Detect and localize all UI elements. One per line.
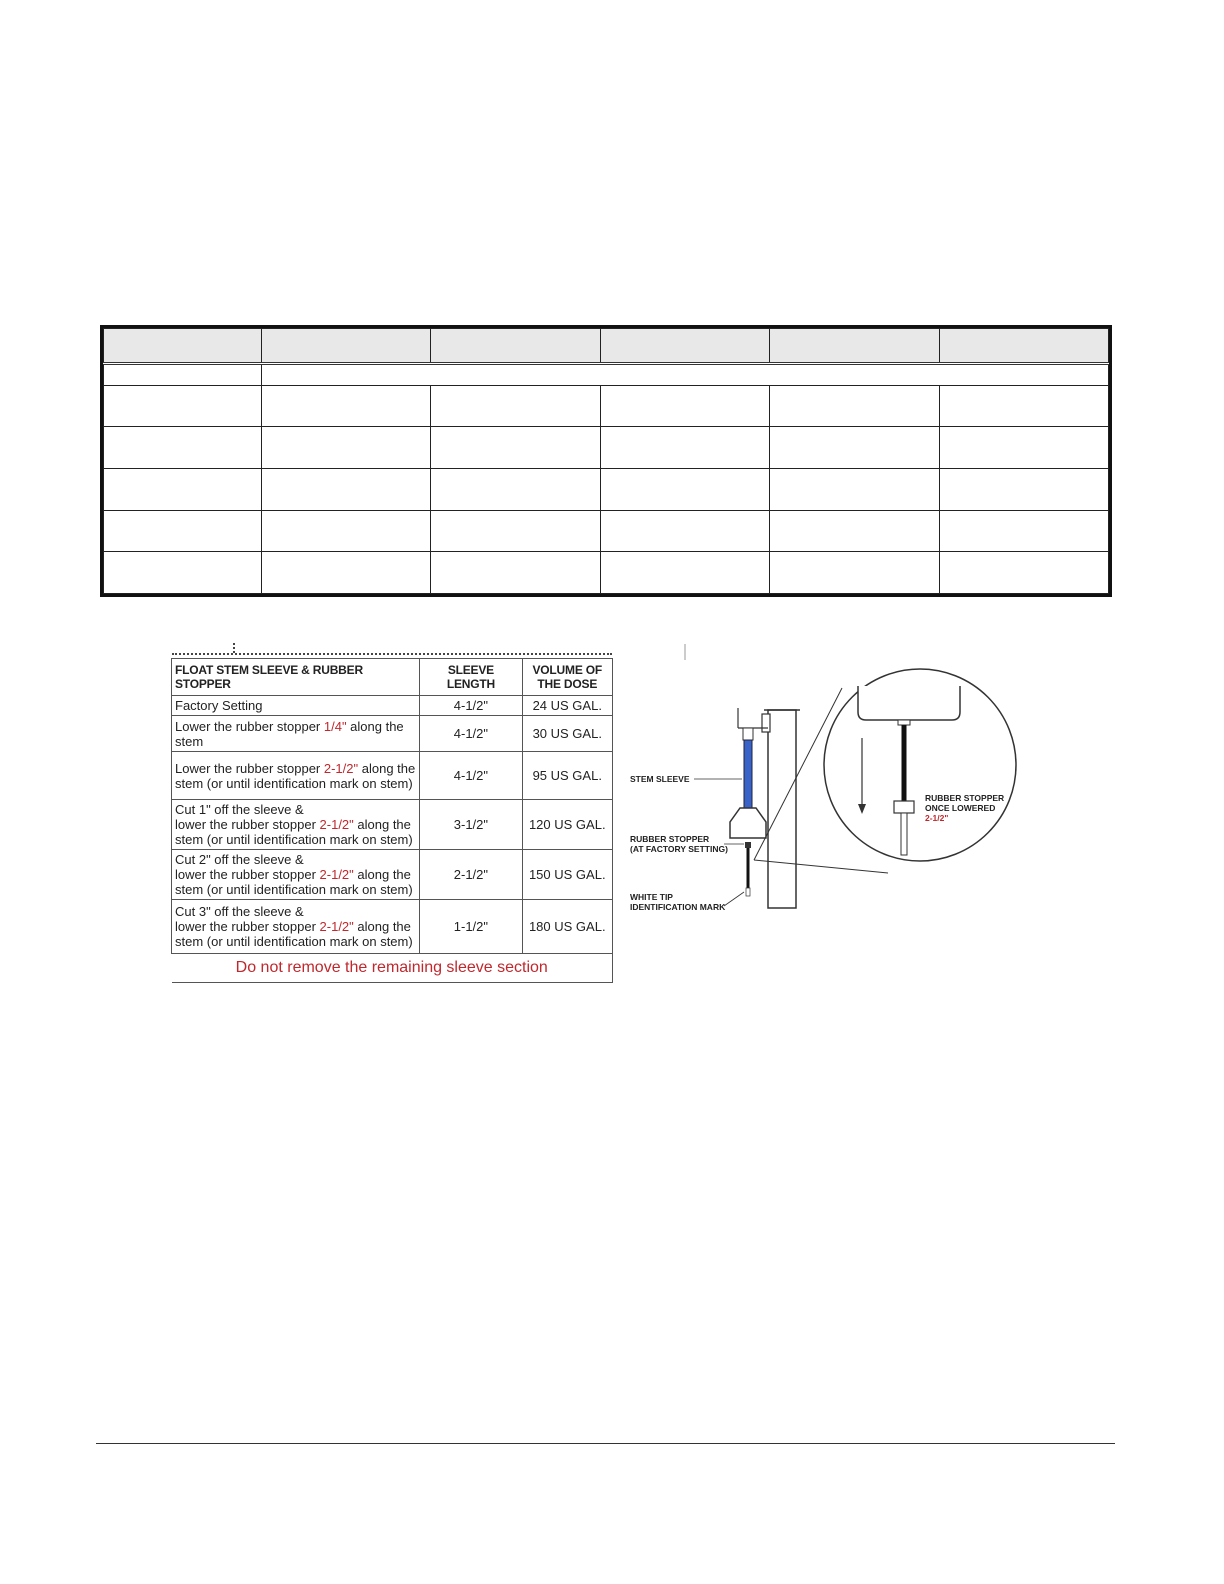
instruction-text: lower the rubber stopper	[175, 867, 320, 882]
instruction-text: lower the rubber stopper	[175, 817, 320, 832]
dotted-marker	[233, 643, 236, 653]
table-cell	[262, 385, 431, 427]
red-measure: 2-1/2"	[319, 817, 354, 832]
red-measure: 2-1/2"	[323, 760, 359, 776]
table-row	[104, 510, 1109, 552]
instruction-text: along the	[358, 760, 416, 776]
table-row	[172, 696, 613, 716]
instruction-text: Cut 3" off the sleeve &	[175, 904, 304, 919]
table-cell	[104, 329, 262, 364]
volume-cell: 180 US GAL.	[522, 900, 612, 954]
red-measure: 1/4"	[323, 718, 347, 734]
instruction-text: Lower the rubber stopper	[175, 718, 324, 734]
instruction-text: Cut 1" off the sleeve &	[175, 802, 304, 817]
table-cell	[104, 385, 262, 427]
table-cell	[770, 510, 939, 552]
label-stopper-lowered-1: RUBBER STOPPER	[925, 793, 1005, 803]
instruction-text: Lower the rubber stopper	[175, 760, 324, 776]
table-row	[104, 469, 1109, 511]
table-cell	[939, 469, 1108, 511]
header-stopper: FLOAT STEM SLEEVE & RUBBER STOPPER	[172, 659, 420, 696]
red-measure: 2-1/2"	[319, 867, 354, 882]
instruction-text: along the	[353, 867, 411, 882]
sleeve-fitting	[743, 728, 753, 740]
bracket	[762, 714, 770, 732]
table-cell	[770, 469, 939, 511]
table-cell	[262, 552, 431, 594]
instruction-text: along the	[346, 718, 404, 734]
label-rubber-stopper-2: (AT FACTORY SETTING)	[630, 844, 728, 854]
length-cell: 4-1/2"	[420, 752, 522, 800]
instruction-text: stem (or until identification mark on stem)	[175, 882, 413, 897]
volume-cell: 120 US GAL.	[522, 800, 612, 850]
volume-cell: 150 US GAL.	[522, 850, 612, 900]
table-cell	[104, 469, 262, 511]
table-cell	[104, 510, 262, 552]
instruction-text: stem (or until identification mark on stem)	[175, 775, 413, 791]
label-white-tip-1: WHITE TIP	[630, 892, 673, 902]
table-cell	[939, 510, 1108, 552]
table-cell	[770, 385, 939, 427]
red-measure: 2-1/2"	[319, 919, 354, 934]
warning-text: Do not remove the remaining sleeve section	[172, 954, 613, 983]
table-cell	[431, 552, 600, 594]
table-cell	[104, 552, 262, 594]
stem-sleeve	[744, 740, 752, 808]
white-tip-outline	[746, 888, 750, 896]
pipe	[768, 710, 796, 908]
instruction-cell	[172, 716, 420, 752]
length-cell: 4-1/2"	[420, 696, 522, 716]
footer-rule	[96, 1443, 1115, 1444]
table-row	[172, 800, 613, 850]
table-cell	[600, 329, 769, 364]
instruction-text: along the	[353, 817, 411, 832]
table-cell	[600, 510, 769, 552]
table-cell	[431, 329, 600, 364]
table-cell	[262, 510, 431, 552]
blank-table	[100, 325, 1112, 597]
table-cell	[104, 427, 262, 469]
table-cell	[262, 329, 431, 364]
table-row	[104, 427, 1109, 469]
header-volume: VOLUME OF THE DOSE	[522, 659, 612, 696]
length-cell: 1-1/2"	[420, 900, 522, 954]
length-cell: 3-1/2"	[420, 800, 522, 850]
table-row	[172, 900, 613, 954]
table-cell	[431, 510, 600, 552]
instruction-text: Factory Setting	[175, 698, 263, 713]
instruction-cell	[172, 850, 420, 900]
float-diagram	[620, 638, 1040, 928]
volume-cell: 24 US GAL.	[522, 696, 612, 716]
instruction-cell	[172, 800, 420, 850]
table-cell	[770, 427, 939, 469]
table-cell	[939, 385, 1108, 427]
instruction-cell	[172, 900, 420, 954]
table-cell	[431, 385, 600, 427]
instruction-text: stem (or until identification mark on stem)	[175, 934, 413, 949]
label-stopper-lowered-2: ONCE LOWERED	[925, 803, 996, 813]
stem-collar-zoom	[898, 720, 910, 725]
volume-cell: 30 US GAL.	[522, 716, 612, 752]
table-cell	[600, 427, 769, 469]
white-tip-zoom	[901, 813, 907, 855]
table-cell	[262, 427, 431, 469]
label-rubber-stopper-1: RUBBER STOPPER	[630, 834, 710, 844]
instruction-text: lower the rubber stopper	[175, 919, 320, 934]
instruction-text: stem	[175, 733, 204, 749]
table-row	[104, 552, 1109, 594]
rubber-stopper	[745, 842, 751, 848]
table-cell	[431, 427, 600, 469]
volume-cell: 95 US GAL.	[522, 752, 612, 800]
instruction-cell	[172, 696, 420, 716]
table-cell	[600, 385, 769, 427]
table-cell	[939, 329, 1108, 364]
table-cell	[262, 363, 1109, 385]
table-cell	[262, 469, 431, 511]
float-bottom-zoom	[858, 686, 960, 720]
instruction-text: along the	[353, 919, 411, 934]
dotted-divider	[172, 653, 612, 655]
table-row	[172, 752, 613, 800]
label-stopper-lowered-3: 2-1/2"	[925, 813, 949, 823]
sleeve-table	[171, 658, 613, 983]
sleeve-table-header	[172, 659, 613, 696]
table-cell	[431, 469, 600, 511]
table-header-row	[104, 329, 1109, 364]
instruction-text: Cut 2" off the sleeve &	[175, 852, 304, 867]
table-row	[172, 850, 613, 900]
label-white-tip-2: IDENTIFICATION MARK	[630, 902, 726, 912]
table-cell	[600, 552, 769, 594]
float	[730, 808, 766, 838]
leader-white-tip	[724, 892, 744, 906]
table-row	[104, 363, 1109, 385]
table-cell	[939, 427, 1108, 469]
table-cell	[104, 363, 262, 385]
table-cell	[939, 552, 1108, 594]
warning-row	[172, 954, 613, 983]
length-cell: 2-1/2"	[420, 850, 522, 900]
length-cell: 4-1/2"	[420, 716, 522, 752]
table-cell	[770, 329, 939, 364]
table-cell	[600, 469, 769, 511]
table-cell	[770, 552, 939, 594]
header-sleeve-length: SLEEVE LENGTH	[420, 659, 522, 696]
instruction-text: stem (or until identification mark on stem)	[175, 832, 413, 847]
table-row	[172, 716, 613, 752]
stopper-zoom	[894, 801, 914, 813]
table-row	[104, 385, 1109, 427]
label-stem-sleeve: STEM SLEEVE	[630, 774, 690, 784]
instruction-cell	[172, 752, 420, 800]
